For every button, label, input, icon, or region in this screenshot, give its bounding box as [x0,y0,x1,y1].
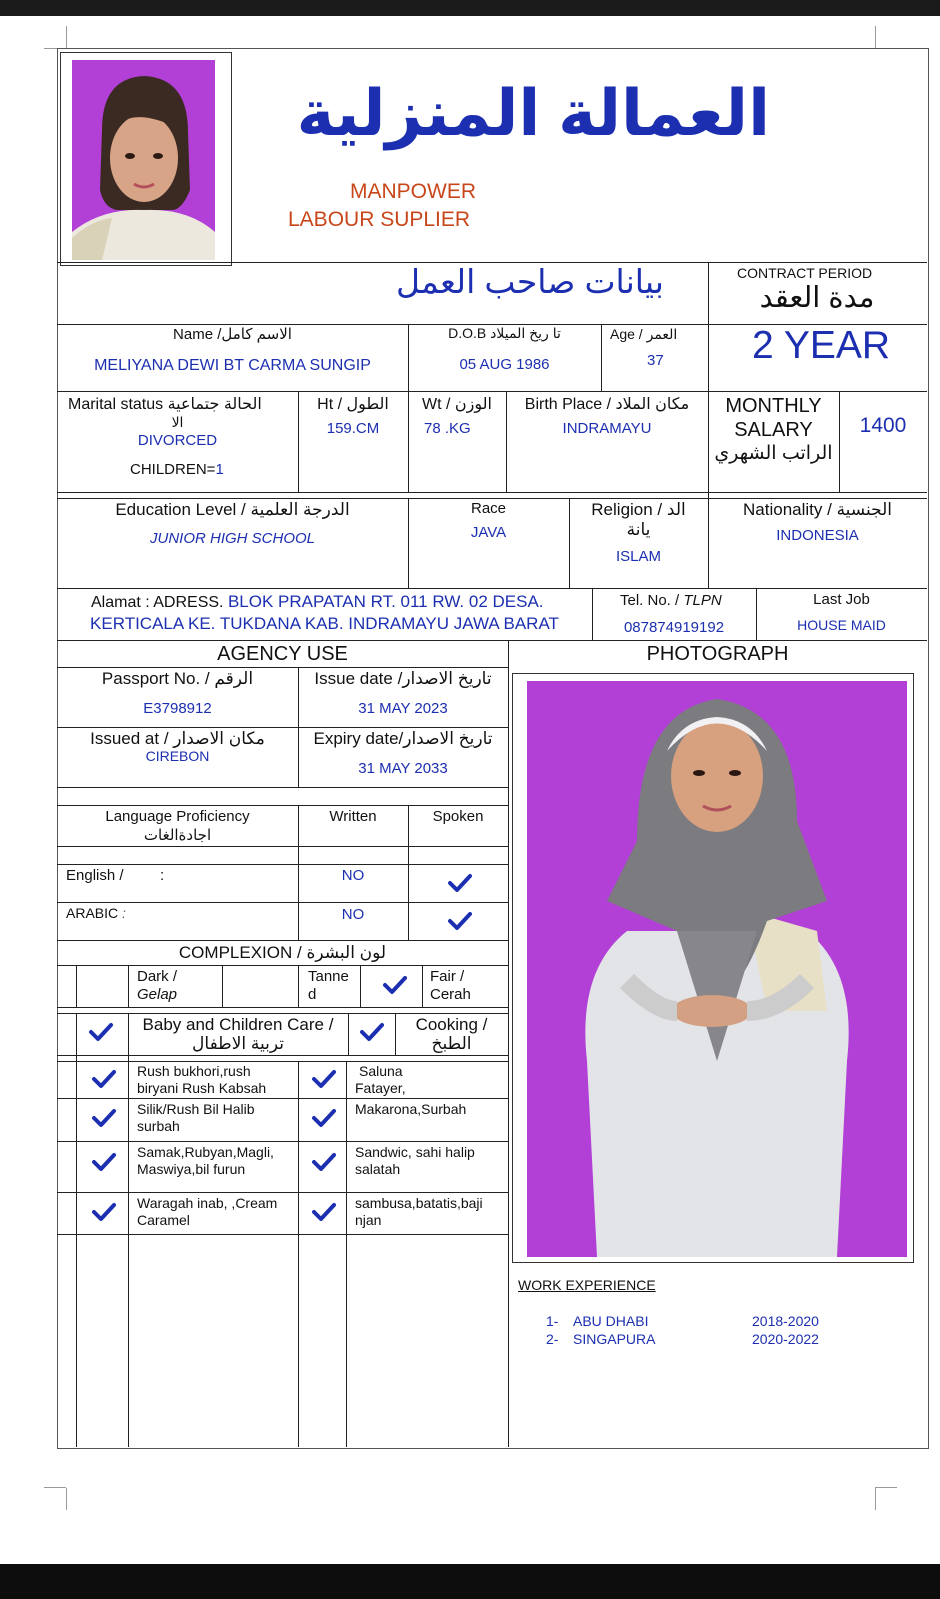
baby-care [128,1015,348,1053]
salary-label-1: MONTHLY [725,395,822,417]
divider [508,640,509,1447]
divider [57,787,509,788]
skill-row-1-left-line-1: Rush bukhori,rush [137,1063,251,1079]
complexion-dark-label: Dark / [137,968,178,985]
divider [76,965,77,1007]
skill-row-4-right-check-icon [311,1202,337,1222]
experience-2-place: SINGAPURA [573,1331,656,1347]
lastjob-value: HOUSE MAID [797,617,886,633]
skill-row-2-left [137,1101,254,1135]
divider [298,1061,299,1447]
nationality-label: Nationality / الجنسية [743,500,892,519]
divider [128,965,129,1007]
complexion-dark-label-2: Gelap [137,986,178,1003]
complexion-fair-label-2: Cerah [430,986,471,1003]
name-value: MELIYANA DEWI BT CARMA SUNGIP [94,357,371,374]
full-photo [527,681,907,1257]
divider [57,588,927,589]
english-written-value: NO [341,867,365,884]
skill-row-3-left-line-2: Maswiya,bil furun [137,1161,246,1177]
skill-row-4-left-line-1: Waragah inab, ,Cream [137,1195,278,1211]
cooking-label: Cooking / [415,1015,488,1034]
skill-row-3-right-check-icon [311,1152,337,1172]
experience-2-years: 2020-2022 [752,1331,819,1347]
complexion-fair-label: Fair / [430,968,465,985]
header-labour: LABOUR SUPLIER [288,208,471,231]
complexion-tanned [308,968,349,1004]
baby-care-label: Baby and Children Care / [142,1015,334,1034]
divider [348,1013,349,1055]
expiry-date-label: Expiry date/تاريخ الاصدار [313,729,493,748]
divider [128,1013,129,1447]
skill-row-4-left-line-2: Caramel [137,1212,190,1228]
language-header-arabic: اجادةالغات [143,827,212,844]
issue-date-label: Issue date /تاريخ الاصدار [314,669,492,688]
children-row [130,461,224,478]
birthplace-label: Birth Place / مكان الملاد [524,396,690,413]
marital-label-arabic: الا [171,414,184,430]
divider [601,324,602,391]
experience-2-num: 2- [546,1331,559,1347]
salary-label-2: SALARY [734,419,813,441]
crop-mark [875,1488,876,1510]
experience-1-num: 1- [546,1313,559,1329]
photograph-title: PHOTOGRAPH [646,643,789,665]
address-line-1 [91,592,544,612]
baby-care-check-icon [88,1022,114,1042]
header-manpower: MANPOWER [350,180,476,203]
top-bar [0,0,940,16]
name-label: Name /الاسم كامل [173,326,292,343]
skill-row-4-right [355,1195,483,1229]
skill-row-2-left-check-icon [91,1108,117,1128]
skill-row-3-right-line-1: Sandwic, sahi halip [355,1144,475,1160]
divider [57,846,509,847]
full-photo-person [527,681,907,1257]
skill-row-3-right [355,1144,475,1178]
complexion-tanned-label: Tanne [308,968,349,985]
crop-mark [44,1487,66,1488]
marital-label: Marital status الحالة جتماعية [68,396,262,413]
skill-row-2-right [355,1101,466,1118]
arabic-spoken-check-icon [447,911,473,931]
nationality-value: INDONESIA [776,527,859,544]
education-label: Education Level / الدرجة العلمية [115,500,350,519]
complexion-tanned-check-icon [382,975,408,995]
skill-row-1-left [137,1063,266,1097]
dob-label: D.O.B تا ريخ الميلاد [448,325,561,341]
address-label: Alamat : ADRESS. [91,594,224,611]
bottom-bar [0,1564,940,1599]
dob-value: 05 AUG 1986 [459,356,550,373]
skill-row-4-right-line-2: njan [355,1212,382,1228]
divider [76,1013,77,1447]
address-value-2: KERTICALA KE. TUKDANA KAB. INDRAMAYU JAWA BARAT [90,614,559,633]
crop-mark [875,1487,897,1488]
skill-row-2-right-line-1: Makarona,Surbah [355,1101,467,1117]
education-value: JUNIOR HIGH SCHOOL [149,530,315,547]
complexion-fair [430,968,471,1004]
divider [346,1061,347,1447]
expiry-date-value: 31 MAY 2033 [358,760,448,777]
issued-at-label: Issued at / مكان الاصدار [90,729,265,748]
cooking-check-icon [359,1022,385,1042]
skill-row-2-left-line-1: Silik/Rush Bil Halib [137,1101,255,1117]
divider [222,965,223,1007]
birthplace-value: INDRAMAYU [562,420,652,437]
divider [408,805,409,940]
divider [57,492,927,493]
divider [57,805,509,806]
salary-label-arabic: الراتب الشهري [714,443,833,464]
divider [57,1098,509,1099]
skill-row-4-right-line-1: sambusa,batatis,baji [355,1195,483,1211]
divider [360,965,361,1007]
language-header: Language Proficiency [105,808,250,825]
skill-row-1-right [355,1063,406,1097]
weight-label: Wt / الوزن [422,396,492,413]
divider [57,1007,509,1008]
spoken-header: Spoken [432,808,484,825]
address-value-1: BLOK PRAPATAN RT. 011 RW. 02 DESA. [227,592,544,611]
headshot-person [72,60,215,260]
divider [57,391,927,392]
cooking-label-arabic: الطبخ [431,1034,472,1053]
height-value: 159.CM [326,420,380,437]
passport-label: Passport No. / الرقم [101,669,254,688]
skill-row-3-left-check-icon [91,1152,117,1172]
arabic-label: ARABIC [66,905,119,921]
experience-1-years: 2018-2020 [752,1313,819,1329]
english-label: English / [66,867,124,884]
complexion-dark [137,968,177,1004]
skill-row-1-left-check-icon [91,1069,117,1089]
race-value: JAVA [470,524,507,541]
crop-mark [875,26,876,48]
tel-label-row [620,592,722,609]
crop-mark [66,1488,67,1510]
race-label: Race [470,500,507,517]
weight-value: 78 .KG [424,420,471,437]
cooking [395,1015,508,1053]
crop-mark [66,26,67,48]
divider [57,1061,509,1062]
skill-row-2-right-check-icon [311,1108,337,1128]
divider [57,1141,509,1142]
skill-row-2-left-line-2: surbah [137,1118,180,1134]
baby-care-label-arabic: تربية الاطفال [192,1034,284,1053]
skill-row-1-right-line-1: Saluna [359,1063,403,1079]
children-value: 1 [215,461,224,478]
tel-value: 087874919192 [623,619,725,636]
skill-row-1-right-line-2: Fatayer, [355,1080,406,1096]
tel-label-2: TLPN [683,592,722,609]
english-colon: : [160,867,165,884]
issue-date-value: 31 MAY 2023 [358,700,448,717]
divider [57,1013,509,1014]
religion-value: ISLAM [615,548,661,565]
divider [57,667,509,668]
issued-at-value: CIREBON [145,748,210,764]
skill-row-3-right-line-2: salatah [355,1161,401,1177]
age-value: 37 [647,352,664,369]
contract-period-label: CONTRACT PERIOD [737,265,873,281]
salary-value: 1400 [859,414,907,437]
skill-row-4-left [137,1195,277,1229]
lastjob-label: Last Job [813,591,870,608]
divider [57,902,509,903]
full-photo-frame [512,673,914,1263]
marital-value: DIVORCED [137,432,218,449]
children-label: CHILDREN= [130,461,216,478]
skill-row-3-left-line-1: Samak,Rubyan,Magli, [137,1144,274,1160]
headshot-frame [60,52,232,266]
religion-label-2: يانة [626,520,651,539]
divider [57,1192,509,1193]
tel-label: Tel. No. / [620,592,680,609]
age-label: Age / العمر [610,326,678,342]
employer-title-arabic: بيانات صاحب العمل [396,263,664,300]
skill-row-4-left-check-icon [91,1202,117,1222]
headshot-photo [72,60,215,260]
agency-use-title: AGENCY USE [217,643,348,665]
religion-label: Religion / الد [591,500,686,519]
divider [57,498,927,499]
header-title-arabic: العمالة المنزلية [296,77,770,149]
passport-value: E3798912 [143,700,212,717]
divider [57,864,509,865]
divider [57,1055,509,1056]
divider [57,965,509,966]
divider [298,965,299,1007]
arabic-written-value: NO [341,906,365,923]
divider [57,640,927,641]
experience-1-place: ABU DHABI [573,1313,649,1329]
skill-row-1-left-line-2: biryani Rush Kabsah [137,1080,267,1096]
divider [57,1234,509,1235]
work-experience-title: WORK EXPERIENCE [518,1277,656,1293]
complexion-tanned-label-2: d [308,986,317,1003]
arabic-row [66,905,126,921]
written-header: Written [329,808,377,825]
contract-period-value: 2 YEAR [752,324,891,367]
divider [422,965,423,1007]
complexion-title: COMPLEXION / لون البشرة [178,943,387,962]
contract-period-label-arabic: مدة العقد [759,282,875,314]
divider [57,727,509,728]
english-spoken-check-icon [447,873,473,893]
divider [57,940,509,941]
skill-row-3-left [137,1144,274,1178]
divider [839,391,840,492]
arabic-colon: : [122,905,126,921]
height-label: Ht / الطول [317,396,389,413]
skill-row-1-right-check-icon [311,1069,337,1089]
